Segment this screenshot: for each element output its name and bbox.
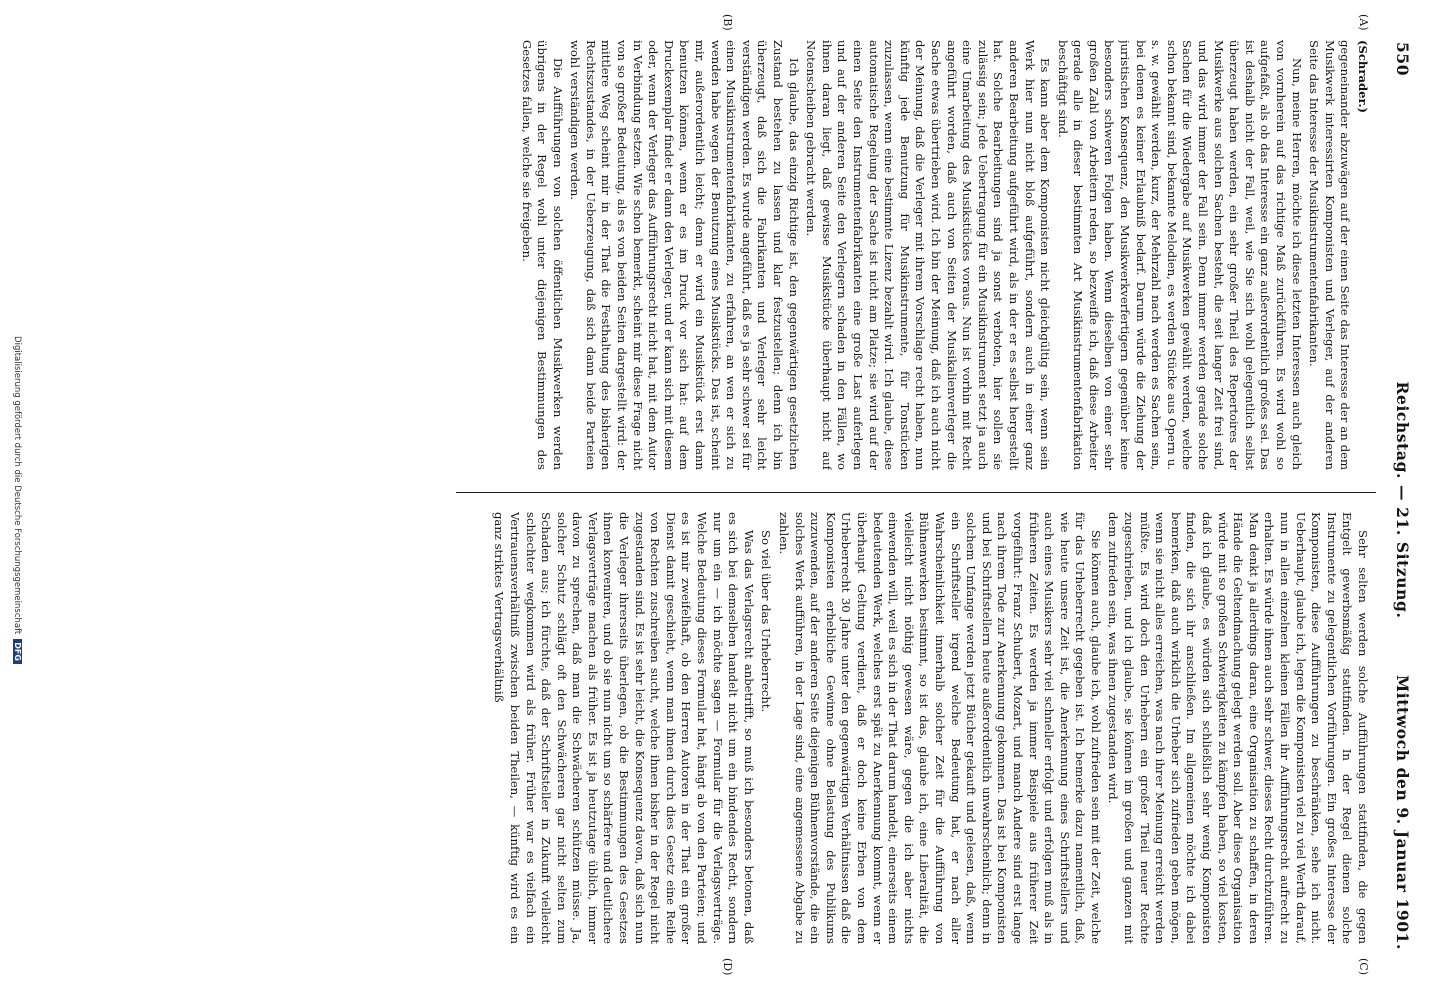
paragraph: Es kann aber dem Komponisten nicht gleichgültig sein, wenn sein Werk hier nun nicht bloß aufgeführt, sondern auch in einer ganz anderen Bearbeitung aufgeführt wird, als in der er es selbst hergestellt hat. Solche Bearbeitungen sind ja sonst verboten, hier sollen sie zulässig sein; jede Uebertragung für ein Musikinstrument setzt ja auch eine Umarbeitung des Musikstückes voraus. Nun ist vorhin mit Recht angeführt worden, daß auch von Seiten der Musikalienverleger die Sache etwas übertrieben wird. Ich bin der Meinung, daß ich auch nicht der Meinung, daß die Verleger mit ihrem Vorschlage recht haben, nun künftig jede Benutzung für Musikinstrumente, für Tonstücken zuzulassen, wenn eine bestimmte Lizenz bezahlt wird. Ich glaube, diese automatische Regelung der Sache ist nicht am Platze; sie wird auf der einen Seite den Instrumentenfabrikanten eine große Last auferlegen und auf der anderen Seite den Verlegern schaden in den Fällen, wo ihnen daran liegt, daß gewisse Musikstücke überhaupt nicht auf Notenscheiben gebracht werden. xyxy=(804,40,1053,470)
paragraph: Sehr selten werden solche Aufführungen stattfinden, die gegen Entgelt gewerbsmäßig stattfinden. In der Regel dienen solche Instrumente zu gelegentlichen Vorführungen. Ein großes Interesse der Komponisten, diese Aufführungen zu beschränken, sehe ich nicht. Ueberhaupt, glaube ich, legen die Komponisten viel zu viel Werth darauf, nun in allen einzelnen kleinen Fällen ihr Aufführungsrecht aufrecht zu erhalten. Es würde ihnen auch sehr schwer, dieses Recht durchzuführen. Man denkt ja allerdings daran, eine Organisation zu schaffen, in deren Hände die Geltendmachung gelegt werden soll. Aber diese Organisation würde mit so großen Schwierigkeiten zu kämpfen haben, so viel kosten, daß ich glaube, es würden sich schließlich sehr wenig Komponisten finden, die sich ihr anschließen. Im allgemeinen möchte ich dabei bemerken, daß auch wirklich die Urheber sich zufrieden geben mögen, wenn sie nicht alles erreichen, was nach ihrer Meinung erreicht werden müßte. Es wird doch den Urhebern ein großer Theil neuer Rechte zugeschrieben, und ich glaube, sie können im großen und ganzen mit dem zufrieden sein, was ihnen zugestanden wird. xyxy=(1106,512,1370,944)
right-text-column xyxy=(460,512,1370,944)
speaker-name: (Schrader.) xyxy=(1356,40,1370,114)
paragraph: Sie können auch, glaube ich, wohl zufrieden sein mit der Zeit, welche für das Urheberrecht gegeben ist. Ich bemerke dazu namentlich, daß, wie heute unsere Zeit ist, die Anerkennung eines Schriftstellers und auch eines Musikers sehr viel schneller erfolgt und erfolgen muß als in früheren Zeiten. Es werden ja immer Beispiele aus früherer Zeit vorgeführt: Franz Schubert, Mozart, und manch Andere sind erst lange nach ihrem Tode zur Anerkennung gekommen. Das ist bei Komponisten und bei Schriftstellern heute außerordentlich unwahrscheinlich; denn in solchem Umfange werden jetzt Bücher gekauft und gelesen, daß, wenn ein Schriftsteller irgend welche Bedeutung hat, er nach aller Wahrscheinlichkeit innerhalb solcher Zeit für die Aufführung von Bühnenwerken bestimmt, so ist das, glaube ich, eine Liberalität, die vielleicht nicht nöthig gewesen wäre, gegen die ich aber nichts einwenden will, weil es sich in der That darum handelt, einerseits einem bedeutenden Werk, welches erst spät zu Anerkennung kommt, wenn er überhaupt Geltung verdient, daß er doch keine Erben von dem Urheberrecht 30 Jahre unter den gegenwärtigen Verhältnissen daß die Komponisten erhebliche Gewinne ohne Belastung des Publikums zuzuwenden, auf der anderen Seite diejenigen Bühnenvorstände, die ein solches Werk aufführen, in der Lage sind, eine angemessene Abgabe zu zahlen. xyxy=(777,512,1103,944)
credit-text: Digitalisierung gefördert durch die Deutsche Forschungsgemeinschaft xyxy=(12,336,22,635)
column-divider xyxy=(456,492,1376,493)
page-header xyxy=(1388,30,1414,970)
margin-marker-a: (A) xyxy=(1357,14,1370,31)
margin-marker-c: (C) xyxy=(1357,958,1370,975)
dfg-logo: DFG xyxy=(13,639,22,664)
margin-marker-b: (B) xyxy=(721,14,734,31)
paragraph: Was das Verlagsrecht anbetrifft, so muß ich besonders betonen, daß es sich bei demselben handelt nicht um ein bindendes Recht, sondern nur um ein — ich möchte sagen — Formular für die Verlagsverträge. Welche Bedeutung dieses Formular hat, hängt ab von den Parteien; und es ist mir zweifelhaft, ob den Herren Autoren in der That ein großer Dienst damit geschieht, wenn man ihnen durch dies Gesetz eine Reihe von Rechten zuschreiben sucht, welche ihnen bisher in der Regel nicht zugestanden sind. Es ist sehr leicht, die Konsequenz davon, daß sich nun die Verleger ihrerseits überlegen, ob die Bestimmungen des Gesetzes ihnen konveniren, und ob sie nun nicht um so schärfere und deutlichere Verlagsverträge machen als früher. Es ist ja heutzutage üblich, immer davon zu sprechen, daß man die Schwächeren schützen müsse. Ja, solcher Schutz schlägt oft den Schwächeren gar nicht selten zum Schaden aus; ich fürchte, daß der Schriftsteller in Zukunft vielleicht schlechter wegkommen wird als früher. Früher war es vielfach ein Vertrauensverhältniß zwischen beiden Theilen, — künftig wird es ein ganz striktes Vertragsverhältniß xyxy=(492,512,756,944)
margin-marker-d: (D) xyxy=(721,958,734,976)
paragraph: Ich glaube, das einzig Richtige ist, den gegenwärtigen gesetzlichen Zustand bestehen zu lassen und klar festzustellen; denn ich bin überzeugt, daß sich die Fabrikanten und Verleger sehr leicht verständigen werden. Es wurde angeführt, daß es ja sehr schwer sei für einen Musikinstrumentenfabrikanten, zu erfahren, an wen er sich zu wenden habe wegen der Benutzung eines Musikstücks. Das ist, scheint mir, außerordentlich leicht; denn er wird ein Musikstück erst dann benutzen können, wenn er es im Druck vor sich hat: auf dem Druckexemplar findet er dann den Verleger, und er kann sich mit diesem oder, wenn der Verleger das Aufführungsrecht nicht hat, mit dem Autor in Verbindung setzen. Wie schon bemerkt, scheint mir diese Frage nicht von so großer Bedeutung, als es von beiden Seiten dargestellt wird: der mittlere Weg scheint mir in der That die Festhaltung des bisherigen Rechtszustandes, in der Ueberzeugung, daß sich dann beide Parteien wohl verständigen werden. xyxy=(568,40,801,470)
digitization-credit xyxy=(12,0,22,1000)
session-date: Mittwoch den 9. Januar 1901. xyxy=(1393,675,1412,950)
paragraph: gegeneinander abzuwägen auf der einen Seite das Interesse der an dem Musikwerk interessirten Komponisten und Verleger, auf der anderen Seite das Interesse der Musikinstrumentenfabrikanten. xyxy=(1307,40,1353,470)
paragraph: Nun, meine Herren, möchte ich diese letzten Interessen auch gleich von vornherein auf das richtige Maß zurückführen. Es wird wohl so aufgefaßt, als ob das Interesse ein ganz außerordentlich großes sei. Das ist deshalb nicht der Fall, weil, wie Sie sich wohl gelegentlich selbst überzeugt haben werden, ein sehr großer Theil des Repertoires der Musikwerke aus solchen Sachen besteht, die seit langer Zeit frei sind, und das wird immer der Fall sein. Denn immer werden gerade solche Sachen für die Wiedergabe auf Musikwerken gewählt werden, welche schon bekannt sind, bekannte Melodien, es werden Stücke aus Opern u. s. w. gewählt werden, kurz, der Mehrzahl nach werden es Sachen sein, bei denen es keiner Erlaubniß bedarf. Darum würde die Ziehung der juristischen Konsequenz, den Musikwerkverfertigern gegenüber keine besonders schweren Folgen haben. Wenn dieselben von einer sehr großen Zahl von Arbeitern reden, so bezweifle ich, daß diese Arbeiter gerade alle in dieser bestimmten Art Musikinstrumentenfabrikation beschäftigt sind. xyxy=(1055,40,1304,470)
paragraph: Die Aufführungen von solchen öffentlichen Musikwerken werden übrigens in der Regel wohl unter diejenigen Bestimmungen des Gesetzes fallen, welche sie freigeben. xyxy=(519,40,565,470)
page-number: 550 xyxy=(1393,42,1412,77)
left-text-column xyxy=(460,40,1370,470)
session-title: Reichstag. — 21. Sitzung. xyxy=(1393,381,1412,619)
paragraph: So viel über das Urheberrecht. xyxy=(759,530,774,713)
